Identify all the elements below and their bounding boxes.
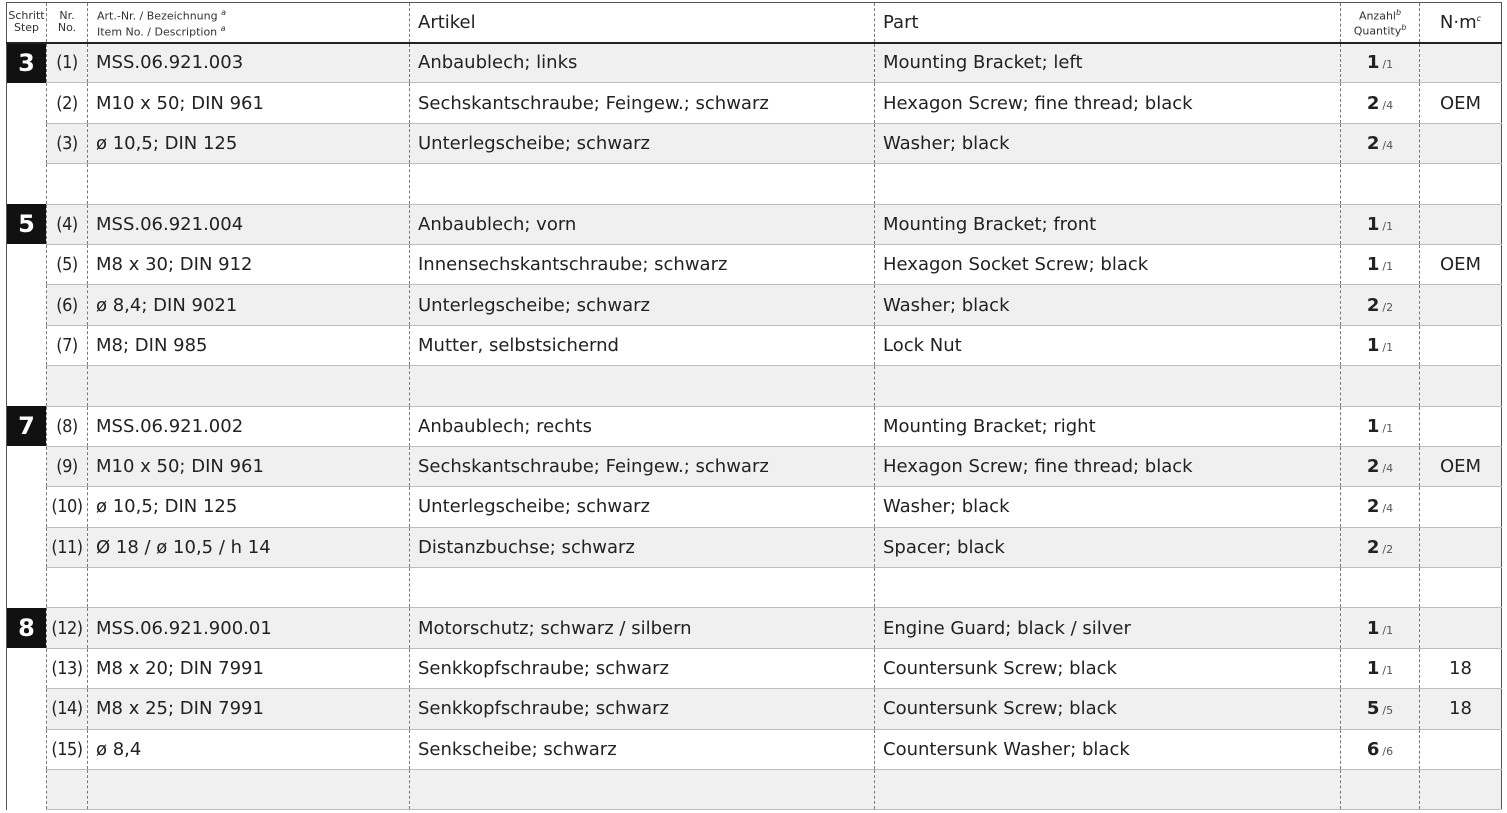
item-number: ø 8,4 [88, 729, 410, 769]
torque-value [1420, 123, 1502, 163]
header-item-en: Item No. / Description [97, 25, 218, 39]
quantity-step: 2 [1366, 536, 1380, 558]
quantity-total: /1 [1382, 623, 1394, 637]
table-row [7, 689, 1502, 729]
quantity-total: /1 [1382, 58, 1394, 72]
quantity [1341, 608, 1420, 648]
quantity [1341, 164, 1420, 204]
item-number: MSS.06.921.003 [88, 43, 410, 83]
quantity [1341, 729, 1420, 769]
artikel-name: Mutter, selbstsichernd [410, 325, 875, 365]
table-row [7, 244, 1502, 284]
quantity-step: 1 [1366, 52, 1380, 74]
header-qty-sup-2: b [1401, 23, 1407, 33]
table-row [7, 123, 1502, 163]
artikel-name: Anbaublech; rechts [410, 406, 875, 446]
item-number [88, 366, 410, 406]
quantity-step: 6 [1366, 738, 1380, 760]
part-number: (9) [47, 446, 88, 486]
step-cell [7, 285, 47, 325]
quantity-total: /4 [1382, 502, 1394, 516]
quantity-step: 2 [1366, 294, 1380, 316]
part-number: (11) [47, 527, 88, 567]
spacer-row [7, 366, 1502, 406]
part-number [47, 770, 88, 810]
header-item-sup-1: a [221, 7, 226, 17]
part-number: (10) [47, 487, 88, 527]
quantity-step: 1 [1366, 617, 1380, 639]
part-name: Hexagon Screw; fine thread; black [875, 446, 1341, 486]
part-name: Washer; black [875, 487, 1341, 527]
step-cell [7, 648, 47, 688]
part-name: Countersunk Washer; black [875, 729, 1341, 769]
table-row [7, 83, 1502, 123]
quantity [1341, 43, 1420, 83]
quantity-total: /4 [1382, 138, 1394, 152]
artikel-name: Unterlegscheibe; schwarz [410, 285, 875, 325]
quantity-step: 1 [1366, 658, 1380, 680]
quantity-step: 2 [1366, 132, 1380, 154]
quantity-total: /1 [1382, 219, 1394, 233]
artikel-name: Senkkopfschraube; schwarz [410, 689, 875, 729]
torque-value [1420, 366, 1502, 406]
item-number: ø 10,5; DIN 125 [88, 487, 410, 527]
part-name: Mounting Bracket; right [875, 406, 1341, 446]
table-row [7, 729, 1502, 769]
artikel-name: Motorschutz; schwarz / silbern [410, 608, 875, 648]
item-number: MSS.06.921.900.01 [88, 608, 410, 648]
table-row [7, 487, 1502, 527]
table-row [7, 446, 1502, 486]
artikel-name: Anbaublech; links [410, 43, 875, 83]
quantity [1341, 568, 1420, 608]
item-number: M8 x 25; DIN 7991 [88, 689, 410, 729]
quantity [1341, 648, 1420, 688]
part-number: (1) [47, 43, 88, 83]
part-number: (14) [47, 689, 88, 729]
item-number: M8 x 20; DIN 7991 [88, 648, 410, 688]
quantity [1341, 123, 1420, 163]
part-name: Washer; black [875, 123, 1341, 163]
quantity [1341, 83, 1420, 123]
quantity-total: /4 [1382, 462, 1394, 476]
artikel-name: Sechskantschraube; Feingew.; schwarz [410, 446, 875, 486]
quantity-total: /1 [1382, 664, 1394, 678]
artikel-name: Unterlegscheibe; schwarz [410, 123, 875, 163]
torque-value [1420, 406, 1502, 446]
header-item-sup-2: a [220, 24, 226, 34]
torque-value [1420, 285, 1502, 325]
part-number: (8) [47, 406, 88, 446]
quantity-total: /6 [1382, 744, 1394, 758]
step-cell [7, 123, 47, 163]
quantity-total: /5 [1382, 704, 1394, 718]
artikel-name [410, 164, 875, 204]
item-number: M10 x 50; DIN 961 [88, 83, 410, 123]
step-badge: 8 [7, 608, 47, 648]
part-number: (4) [47, 204, 88, 244]
header-nm: N·m [1439, 11, 1477, 33]
spacer-row [7, 770, 1502, 810]
header-qty-en: Quantity [1353, 24, 1402, 38]
torque-value [1420, 608, 1502, 648]
item-number: Ø 18 / ø 10,5 / h 14 [88, 527, 410, 567]
step-cell [7, 83, 47, 123]
part-name: Spacer; black [875, 527, 1341, 567]
spacer-row [7, 164, 1502, 204]
torque-value [1420, 43, 1502, 83]
quantity-total: /2 [1382, 300, 1394, 314]
quantity [1341, 244, 1420, 284]
step-cell [7, 164, 47, 204]
part-name: Engine Guard; black / silver [875, 608, 1341, 648]
part-number: (13) [47, 648, 88, 688]
quantity-step: 1 [1366, 254, 1380, 276]
step-cell [7, 366, 47, 406]
header-step [7, 3, 47, 43]
quantity [1341, 325, 1420, 365]
torque-value [1420, 527, 1502, 567]
item-number [88, 568, 410, 608]
part-number [47, 366, 88, 406]
step-cell [7, 487, 47, 527]
torque-value: OEM [1420, 244, 1502, 284]
part-number: (6) [47, 285, 88, 325]
part-name: Hexagon Screw; fine thread; black [875, 83, 1341, 123]
step-cell [7, 729, 47, 769]
header-item-de: Art.-Nr. / Bezeichnung [97, 9, 218, 23]
parts-list-table [6, 2, 1502, 810]
quantity [1341, 204, 1420, 244]
header-torque [1420, 3, 1502, 43]
quantity-total: /4 [1382, 98, 1394, 112]
item-number: M8; DIN 985 [88, 325, 410, 365]
torque-value [1420, 729, 1502, 769]
part-number: (12) [47, 608, 88, 648]
table-row [7, 285, 1502, 325]
step-badge: 3 [7, 43, 47, 83]
quantity [1341, 689, 1420, 729]
torque-value [1420, 568, 1502, 608]
header-no-de: Nr. [59, 9, 75, 23]
quantity-step: 2 [1366, 92, 1380, 114]
quantity-total: /1 [1382, 260, 1394, 274]
table-row [7, 406, 1502, 446]
quantity [1341, 487, 1420, 527]
table-row [7, 204, 1502, 244]
part-name [875, 770, 1341, 810]
parts-table-body [7, 43, 1502, 810]
item-number: M8 x 30; DIN 912 [88, 244, 410, 284]
step-cell [7, 770, 47, 810]
header-artikel: Artikel [410, 3, 875, 43]
part-number: (2) [47, 83, 88, 123]
step-badge: 5 [7, 204, 47, 244]
quantity-step: 1 [1366, 213, 1380, 235]
quantity-step: 5 [1366, 698, 1380, 720]
item-number: MSS.06.921.004 [88, 204, 410, 244]
table-row [7, 527, 1502, 567]
artikel-name: Innensechskantschraube; schwarz [410, 244, 875, 284]
header-step-de: Schritt [8, 9, 45, 23]
step-cell [7, 325, 47, 365]
quantity-step: 1 [1366, 415, 1380, 437]
header-nm-sup: c [1476, 13, 1482, 23]
item-number: M10 x 50; DIN 961 [88, 446, 410, 486]
step-cell [7, 568, 47, 608]
artikel-name [410, 770, 875, 810]
part-name [875, 164, 1341, 204]
torque-value [1420, 770, 1502, 810]
part-name [875, 568, 1341, 608]
part-name: Countersunk Screw; black [875, 689, 1341, 729]
artikel-name: Anbaublech; vorn [410, 204, 875, 244]
table-row [7, 325, 1502, 365]
quantity-step: 1 [1366, 334, 1380, 356]
quantity [1341, 770, 1420, 810]
torque-value: OEM [1420, 446, 1502, 486]
part-number: (15) [47, 729, 88, 769]
part-name: Mounting Bracket; front [875, 204, 1341, 244]
table-row [7, 43, 1502, 83]
quantity [1341, 285, 1420, 325]
quantity-total: /2 [1382, 542, 1394, 556]
torque-value: OEM [1420, 83, 1502, 123]
header-step-en: Step [13, 21, 40, 35]
torque-value [1420, 204, 1502, 244]
step-badge: 7 [7, 406, 47, 446]
quantity [1341, 406, 1420, 446]
table-row [7, 648, 1502, 688]
artikel-name: Distanzbuchse; schwarz [410, 527, 875, 567]
part-number [47, 164, 88, 204]
header-no [47, 3, 88, 43]
part-number [47, 568, 88, 608]
torque-value: 18 [1420, 689, 1502, 729]
quantity [1341, 527, 1420, 567]
torque-value [1420, 325, 1502, 365]
table-row [7, 608, 1502, 648]
quantity-step: 2 [1366, 456, 1380, 478]
artikel-name: Unterlegscheibe; schwarz [410, 487, 875, 527]
part-name: Mounting Bracket; left [875, 43, 1341, 83]
item-number: ø 10,5; DIN 125 [88, 123, 410, 163]
part-name: Washer; black [875, 285, 1341, 325]
item-number: MSS.06.921.002 [88, 406, 410, 446]
artikel-name [410, 366, 875, 406]
part-name: Hexagon Socket Screw; black [875, 244, 1341, 284]
artikel-name: Sechskantschraube; Feingew.; schwarz [410, 83, 875, 123]
torque-value [1420, 487, 1502, 527]
part-name: Lock Nut [875, 325, 1341, 365]
step-cell [7, 446, 47, 486]
step-cell [7, 244, 47, 284]
artikel-name: Senkkopfschraube; schwarz [410, 648, 875, 688]
quantity [1341, 446, 1420, 486]
step-cell [7, 527, 47, 567]
artikel-name: Senkscheibe; schwarz [410, 729, 875, 769]
header-qty-de: Anzahl [1358, 9, 1396, 23]
quantity [1341, 366, 1420, 406]
header-no-en: No. [57, 21, 77, 35]
torque-value [1420, 164, 1502, 204]
quantity-total: /1 [1382, 340, 1394, 354]
artikel-name [410, 568, 875, 608]
quantity-total: /1 [1382, 421, 1394, 435]
item-number [88, 770, 410, 810]
header-item [88, 3, 410, 43]
header-row [7, 3, 1502, 43]
header-quantity [1341, 3, 1420, 43]
part-name [875, 366, 1341, 406]
header-qty-sup-1: b [1395, 7, 1402, 17]
header-part: Part [875, 3, 1341, 43]
torque-value: 18 [1420, 648, 1502, 688]
part-number: (5) [47, 244, 88, 284]
item-number [88, 164, 410, 204]
step-cell [7, 689, 47, 729]
part-number: (7) [47, 325, 88, 365]
spacer-row [7, 568, 1502, 608]
quantity-step: 2 [1366, 496, 1380, 518]
item-number: ø 8,4; DIN 9021 [88, 285, 410, 325]
part-name: Countersunk Screw; black [875, 648, 1341, 688]
part-number: (3) [47, 123, 88, 163]
